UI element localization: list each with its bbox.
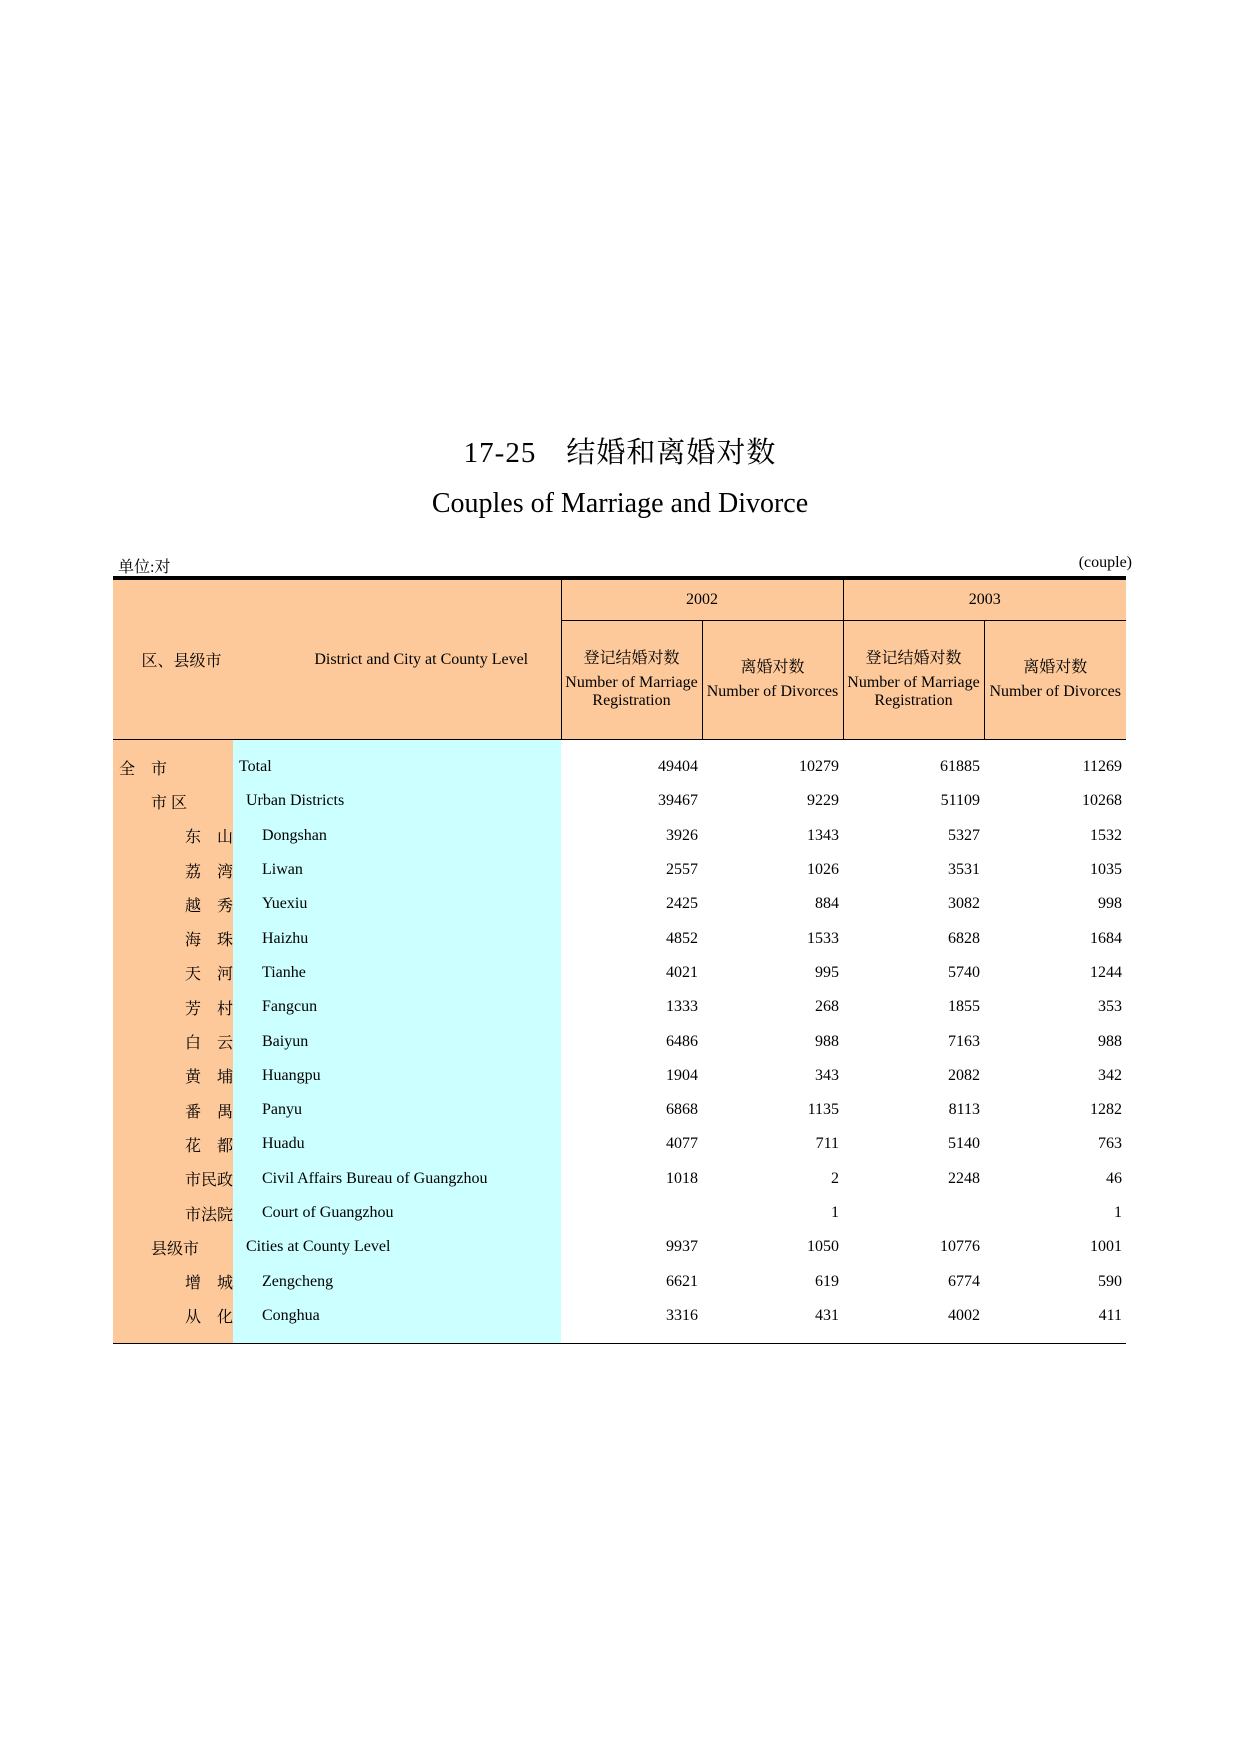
value-cell: 4077 — [666, 1135, 698, 1153]
page-title-cn — [0, 430, 1240, 471]
value-cell: 619 — [815, 1272, 839, 1290]
row-label-en: Huadu — [233, 1127, 561, 1161]
col-header-en: Number of Marriage Registration — [565, 674, 698, 709]
value-cell: 268 — [815, 998, 839, 1016]
row-label-cn: 县级市 — [113, 1230, 233, 1264]
col-header-cn: 离婚对数 — [1023, 659, 1088, 676]
row-label-cn: 市法院 — [113, 1196, 233, 1230]
year-header-2002: 2002 — [561, 578, 843, 621]
value-cell: 6868 — [666, 1101, 698, 1119]
value-cell: 5740 — [948, 963, 980, 981]
table-row — [113, 1093, 1126, 1127]
value-cell: 5327 — [948, 826, 980, 844]
value-cell: 10776 — [940, 1238, 980, 1256]
row-label-en: Conghua — [233, 1299, 561, 1344]
row-label-cn: 越 秀 — [113, 887, 233, 921]
value-cell: 1135 — [807, 1101, 839, 1119]
value-cell: 6621 — [666, 1272, 698, 1290]
value-cell: 1050 — [807, 1238, 839, 1256]
table-row — [113, 1059, 1126, 1093]
row-label-en: Dongshan — [233, 819, 561, 853]
table-row — [113, 853, 1126, 887]
col-header-cn: 登记结婚对数 — [583, 650, 680, 667]
row-label-cn: 番 禺 — [113, 1093, 233, 1127]
row-label-cn: 全 市 — [113, 740, 233, 785]
value-cell: 2 — [831, 1169, 839, 1187]
value-cell: 1533 — [807, 929, 839, 947]
row-header-cn: 区、县级市 — [113, 578, 233, 740]
value-cell: 10279 — [799, 758, 839, 776]
table-row — [113, 887, 1126, 921]
table-row — [113, 1127, 1126, 1161]
row-label-cn: 东 山 — [113, 819, 233, 853]
table-row — [113, 740, 1126, 785]
year-header-row — [113, 578, 1126, 621]
col-header-en: Number of Marriage Registration — [847, 674, 980, 709]
marriage-divorce-table — [113, 576, 1126, 1344]
value-cell: 51109 — [940, 792, 980, 810]
value-cell: 1244 — [1090, 963, 1122, 981]
value-cell: 1333 — [666, 998, 698, 1016]
value-cell: 1282 — [1090, 1101, 1122, 1119]
row-label-en: Fangcun — [233, 990, 561, 1024]
row-label-cn: 荔 湾 — [113, 853, 233, 887]
table-row — [113, 1230, 1126, 1264]
value-cell: 1026 — [807, 861, 839, 879]
value-cell: 2248 — [948, 1169, 980, 1187]
row-label-en: Baiyun — [233, 1024, 561, 1058]
value-cell: 6774 — [948, 1272, 980, 1290]
col-header-en: Number of Divorces — [706, 683, 839, 700]
value-cell: 1904 — [666, 1066, 698, 1084]
col-header-divorce-2003 — [984, 621, 1126, 740]
table-row — [113, 1264, 1126, 1298]
col-header-marriage-2003 — [843, 621, 984, 740]
row-label-en: Yuexiu — [233, 887, 561, 921]
value-cell: 342 — [1098, 1066, 1122, 1084]
value-cell: 1532 — [1090, 826, 1122, 844]
row-label-cn: 花 都 — [113, 1127, 233, 1161]
value-cell: 6486 — [666, 1032, 698, 1050]
value-cell: 3082 — [948, 895, 980, 913]
col-header-cn: 登记结婚对数 — [865, 650, 962, 667]
table-row — [113, 1196, 1126, 1230]
value-cell: 11269 — [1082, 758, 1122, 776]
value-cell: 4002 — [948, 1306, 980, 1324]
value-cell: 988 — [1098, 1032, 1122, 1050]
row-label-en: Court of Guangzhou — [233, 1196, 561, 1230]
row-label-cn: 海 珠 — [113, 921, 233, 955]
value-cell: 2082 — [948, 1066, 980, 1084]
value-cell: 8113 — [948, 1101, 980, 1119]
value-cell: 590 — [1098, 1272, 1122, 1290]
value-cell: 353 — [1098, 998, 1122, 1016]
row-label-en: Haizhu — [233, 921, 561, 955]
value-cell: 3531 — [948, 861, 980, 879]
table-row — [113, 921, 1126, 955]
row-label-cn: 天 河 — [113, 956, 233, 990]
value-cell: 1035 — [1090, 861, 1122, 879]
value-cell: 7163 — [948, 1032, 980, 1050]
value-cell: 3316 — [666, 1306, 698, 1324]
value-cell: 1018 — [666, 1169, 698, 1187]
value-cell: 9937 — [666, 1238, 698, 1256]
value-cell: 431 — [815, 1306, 839, 1324]
title-cn-text: 结婚和离婚对数 — [566, 437, 777, 469]
row-label-cn: 增 城 — [113, 1264, 233, 1298]
table-row — [113, 1162, 1126, 1196]
value-cell: 411 — [1098, 1306, 1122, 1324]
col-header-en: Number of Divorces — [989, 683, 1121, 700]
value-cell: 10268 — [1082, 792, 1122, 810]
row-label-en: Total — [233, 740, 561, 785]
value-cell — [561, 1196, 702, 1230]
table-row — [113, 956, 1126, 990]
row-label-en: Huangpu — [233, 1059, 561, 1093]
table-body — [113, 740, 1126, 1344]
unit-label-cn: 单位:对 — [118, 559, 171, 576]
row-label-cn: 从 化 — [113, 1299, 233, 1344]
value-cell: 884 — [815, 895, 839, 913]
unit-label-en: (couple) — [1078, 554, 1132, 571]
value-cell: 39467 — [658, 792, 698, 810]
row-label-cn: 芳 村 — [113, 990, 233, 1024]
row-label-en: Liwan — [233, 853, 561, 887]
row-label-cn: 白 云 — [113, 1024, 233, 1058]
value-cell: 61885 — [940, 758, 980, 776]
value-cell: 4852 — [666, 929, 698, 947]
col-header-divorce-2002 — [702, 621, 843, 740]
row-label-cn: 市 区 — [113, 784, 233, 818]
row-label-cn: 市民政 — [113, 1162, 233, 1196]
value-cell — [843, 1196, 984, 1230]
value-cell: 5140 — [948, 1135, 980, 1153]
value-cell: 1 — [1114, 1204, 1122, 1221]
value-cell: 1001 — [1090, 1238, 1122, 1256]
table-row — [113, 990, 1126, 1024]
row-label-en: Panyu — [233, 1093, 561, 1127]
table-number: 17-25 — [463, 437, 537, 469]
value-cell: 2557 — [666, 861, 698, 879]
table-row — [113, 1299, 1126, 1344]
value-cell: 711 — [815, 1135, 839, 1153]
row-label-en: Zengcheng — [233, 1264, 561, 1298]
value-cell: 343 — [815, 1066, 839, 1084]
page-title-en: Couples of Marriage and Divorce — [431, 488, 809, 519]
value-cell: 1855 — [948, 998, 980, 1016]
row-header-en: District and City at County Level — [233, 578, 561, 740]
table-row — [113, 1024, 1126, 1058]
data-table-container — [113, 576, 1126, 1344]
value-cell: 1 — [831, 1204, 839, 1221]
year-header-2003: 2003 — [843, 578, 1126, 621]
value-cell: 763 — [1098, 1135, 1122, 1153]
value-cell: 49404 — [658, 758, 698, 776]
col-header-marriage-2002 — [561, 621, 702, 740]
table-row — [113, 819, 1126, 853]
col-header-cn: 离婚对数 — [740, 659, 805, 676]
value-cell: 6828 — [948, 929, 980, 947]
value-cell: 1684 — [1090, 929, 1122, 947]
row-label-en: Cities at County Level — [233, 1230, 561, 1264]
table-row — [113, 784, 1126, 818]
row-label-cn: 黄 埔 — [113, 1059, 233, 1093]
value-cell: 3926 — [666, 826, 698, 844]
row-label-en: Urban Districts — [233, 784, 561, 818]
value-cell: 4021 — [666, 963, 698, 981]
value-cell: 2425 — [666, 895, 698, 913]
value-cell: 995 — [815, 963, 839, 981]
value-cell: 9229 — [807, 792, 839, 810]
row-label-en: Civil Affairs Bureau of Guangzhou — [233, 1162, 561, 1196]
value-cell: 1343 — [807, 826, 839, 844]
row-label-en: Tianhe — [233, 956, 561, 990]
value-cell: 998 — [1098, 895, 1122, 913]
value-cell: 988 — [815, 1032, 839, 1050]
value-cell: 46 — [1106, 1169, 1122, 1187]
